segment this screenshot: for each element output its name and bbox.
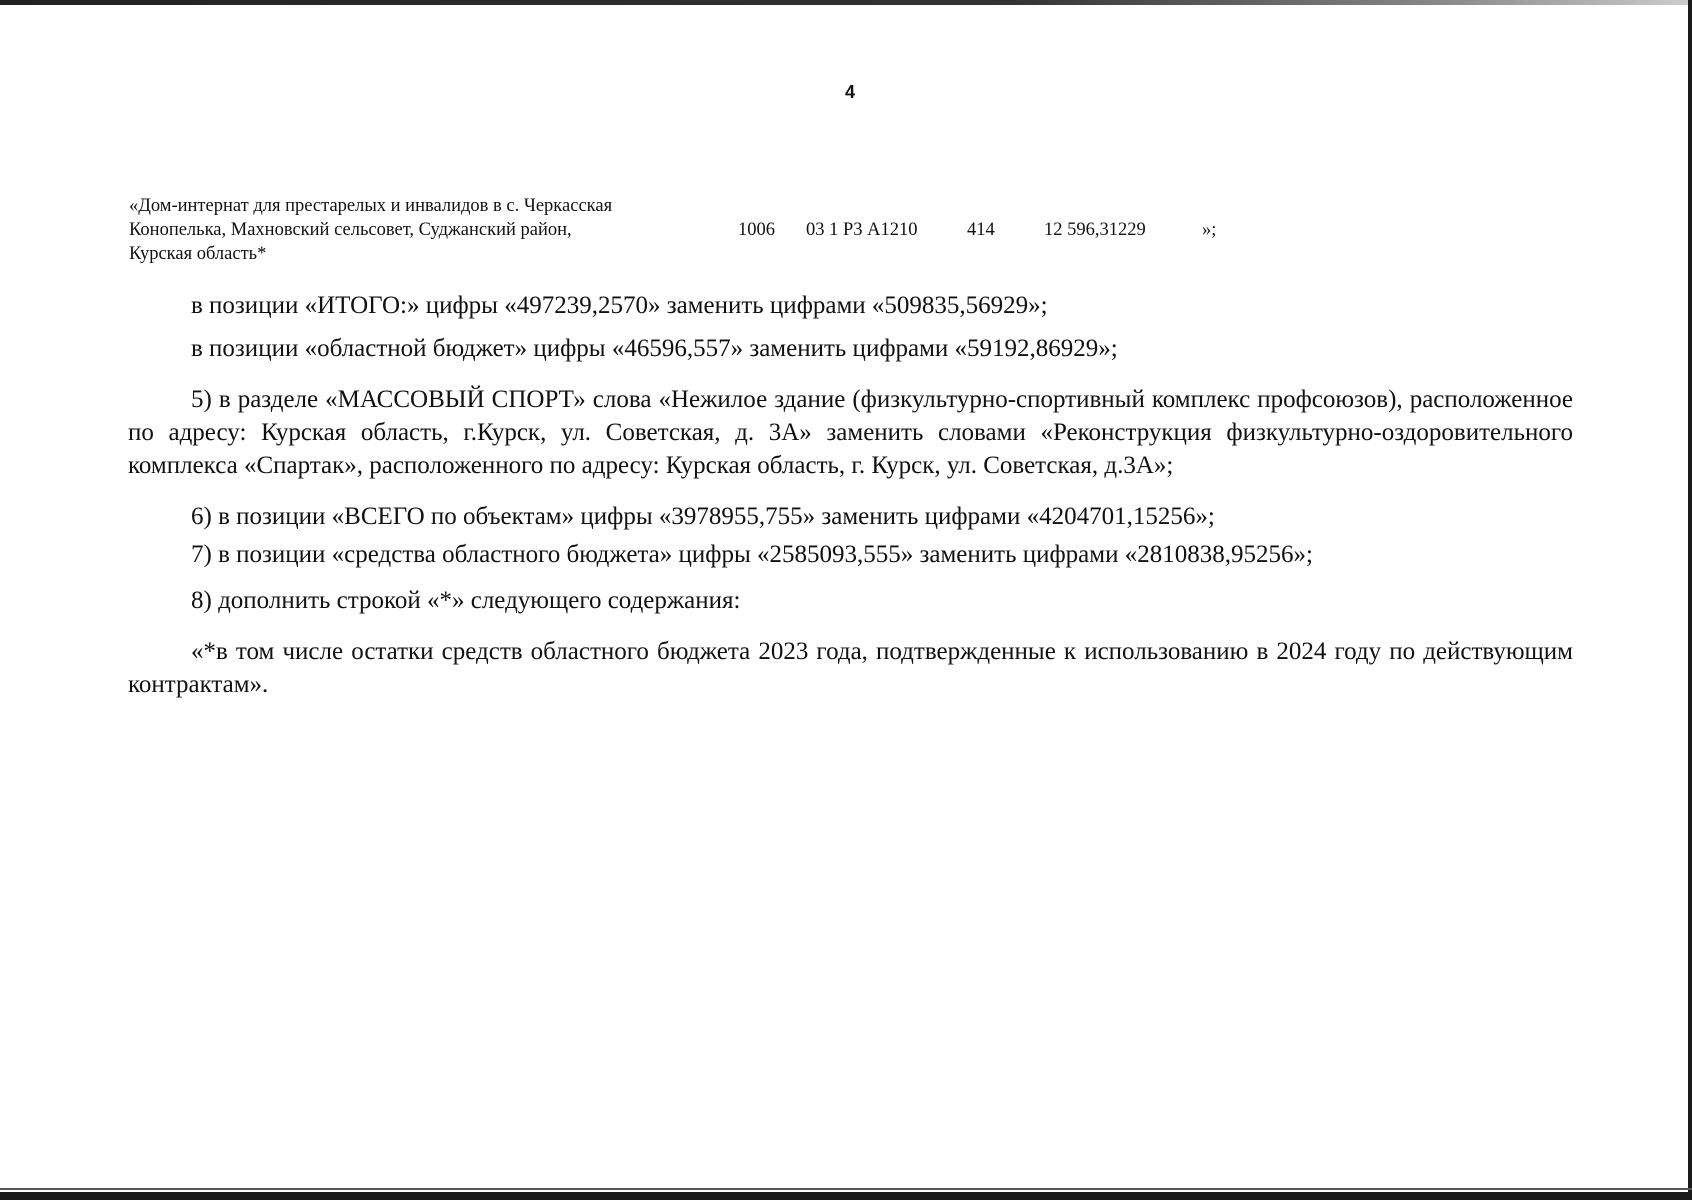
paragraph-total-objects: 6) в позиции «ВСЕГО по объектам» цифры «3978955,755» заменить цифрами «4204701,15256»; — [191, 503, 1215, 530]
page-number: 4 — [844, 82, 855, 102]
paragraph-regional-funds: 7) в позиции «средства областного бюджета» цифры «2585093,555» заменить цифрами «2810838,95256»; — [191, 541, 1313, 568]
paragraph-mass-sport: 5) в разделе «МАССОВЫЙ СПОРТ» слова «Нежилое здание (физкультурно-спортивный комплекс профсоюзов), расположенное по адресу: Курская область, г.Курск, ул. Советская, д. 3А» заменить словами «Реконструкция физкультурно-оздоровительного комплекса «Спартак», расположенного по адресу: Курская область, г. Курск, ул. Советская, д.3А»; — [128, 386, 1573, 479]
scan-edge-top — [0, 0, 1692, 5]
object-name — [129, 194, 729, 266]
object-name-line: Курская область* — [129, 244, 267, 264]
paragraph-footnote: «*в том числе остатки средств областного бюджета 2023 года, подтвержденные к использованию в 2024 году по действующим контрактам». — [128, 638, 1573, 698]
target-article-cell: 03 1 Р3 А1210 — [806, 220, 918, 240]
paragraph-itogo: в позиции «ИТОГО:» цифры «497239,2570» заменить цифрами «509835,56929»; — [191, 292, 1048, 319]
scan-edge-right — [1688, 0, 1692, 1200]
scan-edge-bottom-line — [0, 1188, 1692, 1190]
expense-type-cell: 414 — [967, 220, 995, 240]
scan-edge-bottom — [0, 1192, 1692, 1200]
paragraph-add-row: 8) дополнить строкой «*» следующего содержания: — [191, 587, 741, 614]
section-code-cell: 1006 — [738, 220, 775, 240]
paragraph-regional-budget: в позиции «областной бюджет» цифры «46596,557» заменить цифрами «59192,86929»; — [191, 335, 1118, 362]
object-name-line: Конопелька, Махновский сельсовет, Суджанский район, — [129, 220, 572, 240]
closing-quote: »; — [1202, 220, 1217, 240]
object-name-line: «Дом-интернат для престарелых и инвалидов в с. Черкасская — [129, 196, 613, 216]
object-table-row — [129, 194, 1239, 274]
amount-cell: 12 596,31229 — [1044, 220, 1146, 240]
document-body — [128, 289, 1573, 701]
